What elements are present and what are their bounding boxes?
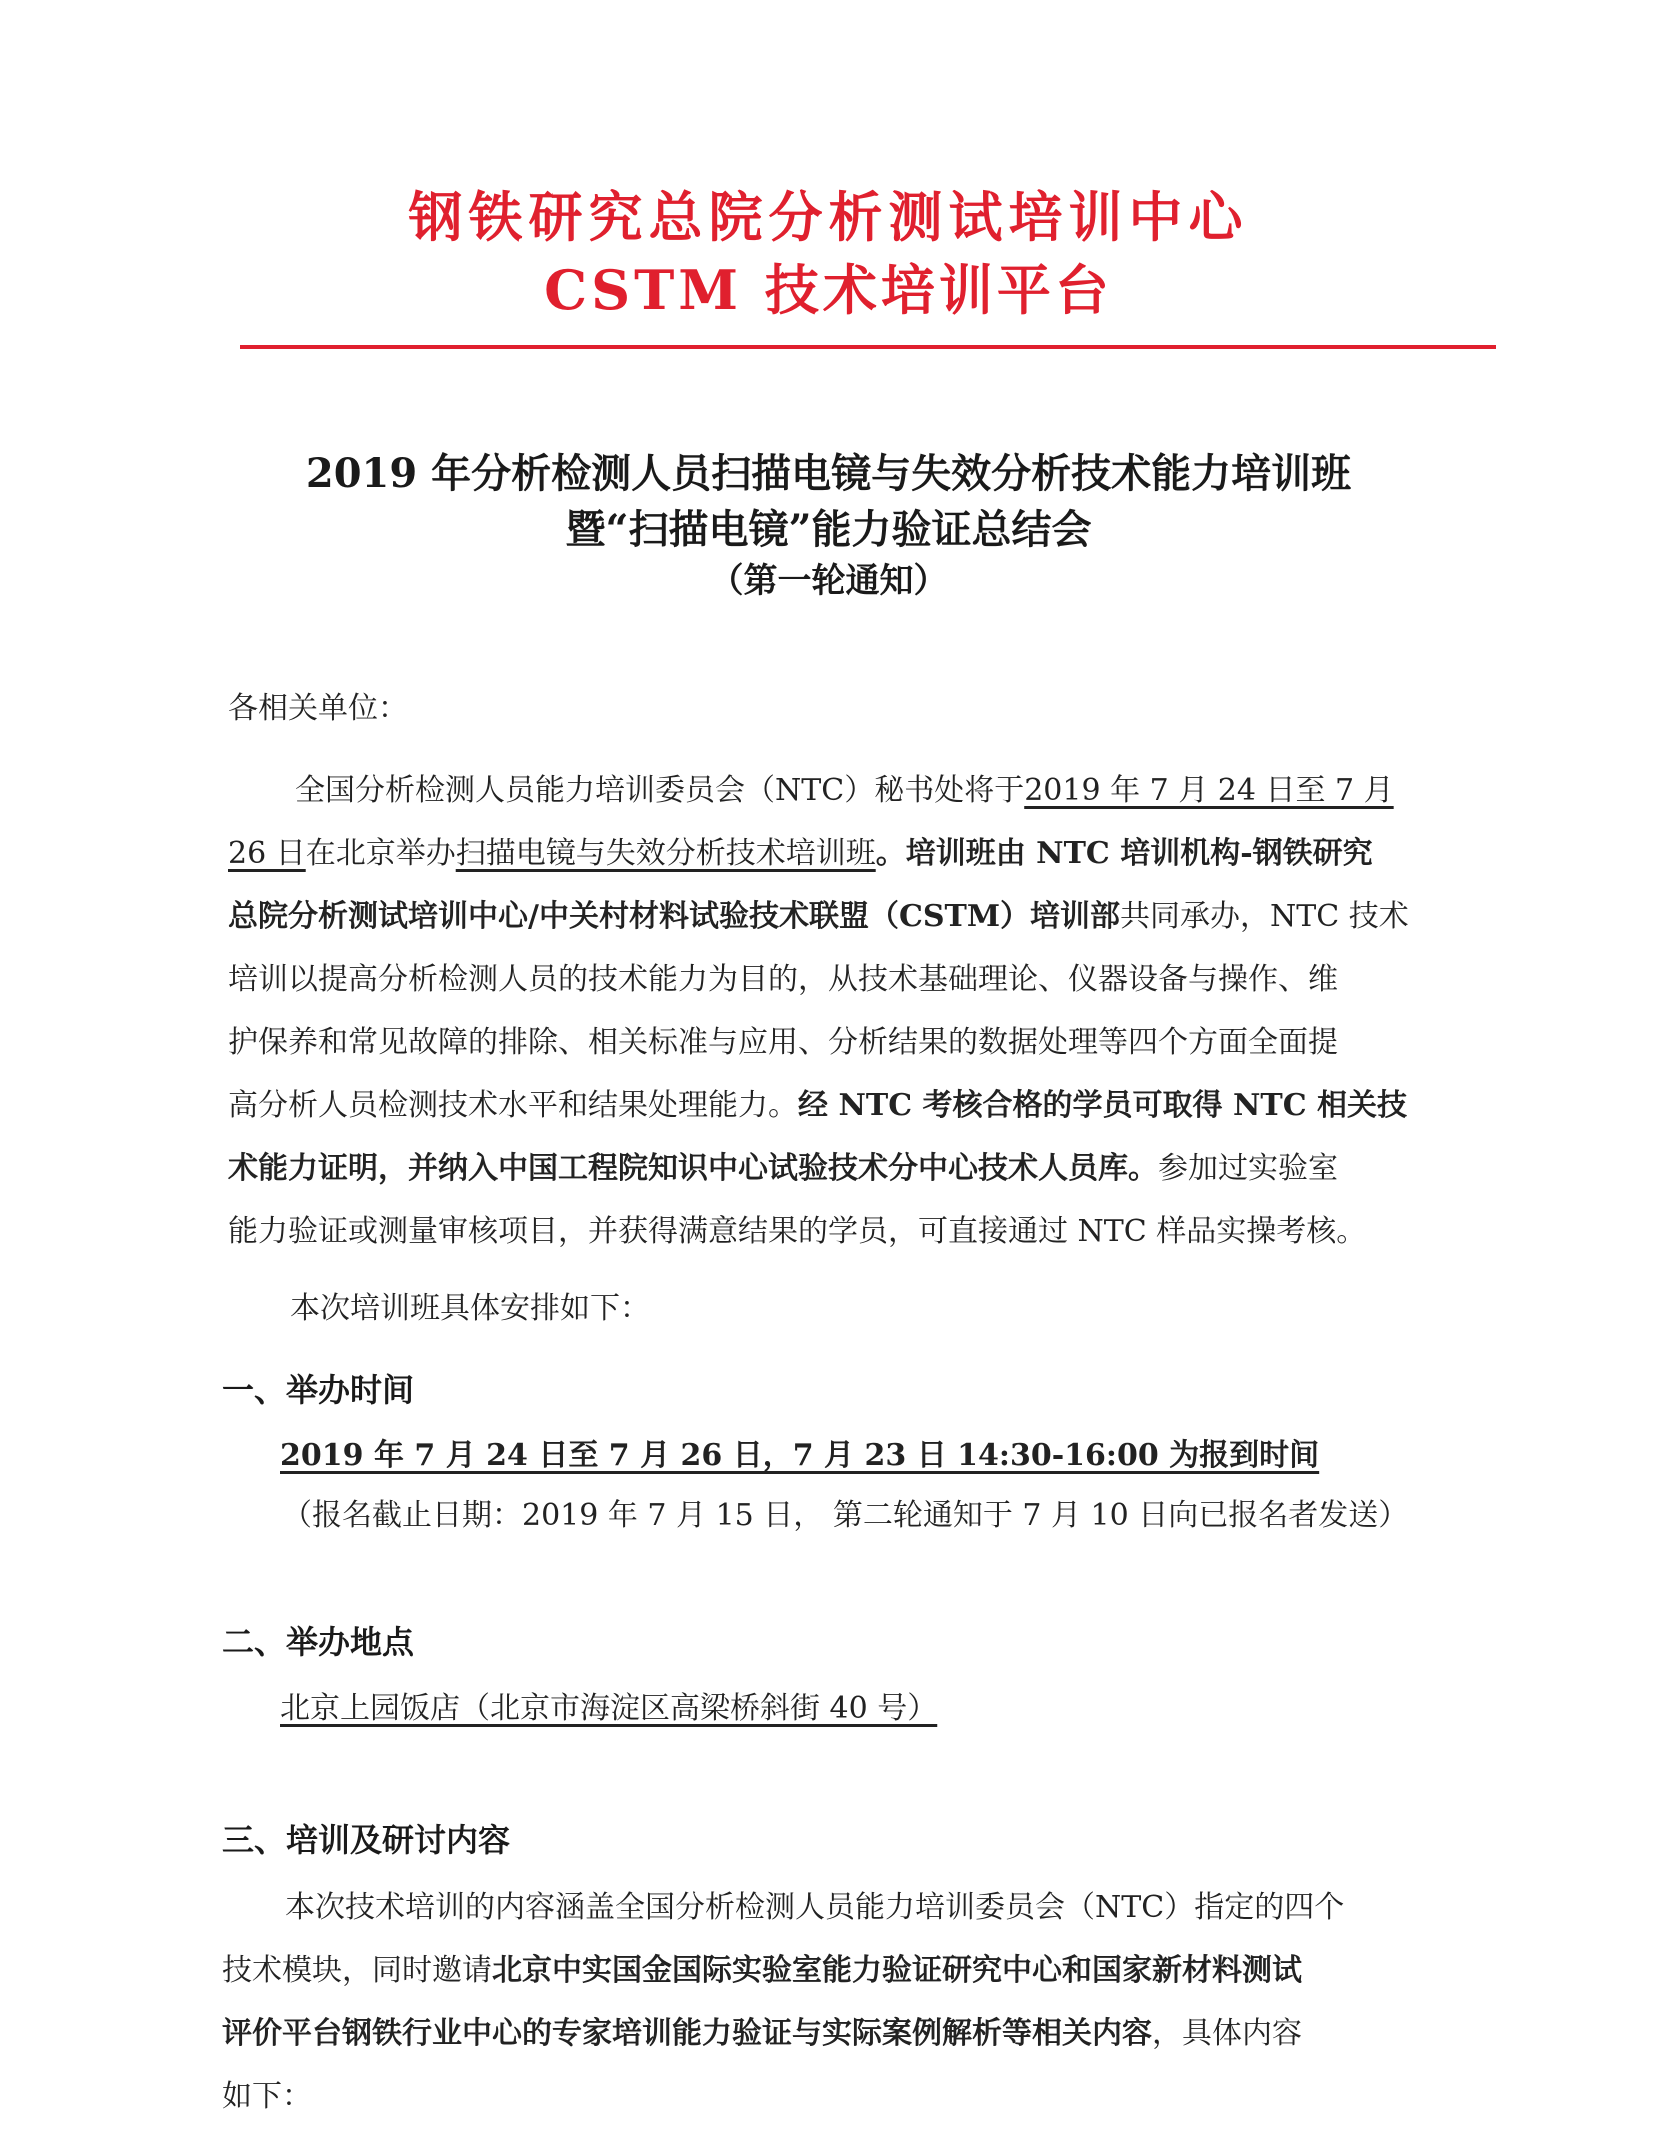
section-venue-heading: 二、举办地点 [222,1623,415,1661]
section-content-heading: 三、培训及研讨内容 [222,1821,511,1859]
registration-deadline: （报名截止日期：2019 年 7 月 15 日， 第二轮通知于 7 月 10 日向已报名者发送） [282,1498,1409,1533]
para1-text: 全国分析检测人员能力培训委员会（NTC）秘书处将于 [295,773,1025,808]
training-course-name: 扫描电镜与失效分析技术培训班 [455,836,876,871]
certificate-note: 经 NTC 考核合格的学员可取得 NTC 相关技 [798,1088,1408,1123]
letterhead-platform: CSTM 技术培训平台 [544,258,1113,322]
letterhead-org: 钢铁研究总院分析测试培训中心 [408,185,1249,249]
training-dates: 2019 年 7 月 24 日至 7 月 [1024,773,1394,808]
organizer-name: 总院分析测试培训中心/中关村材料试验技术联盟（CSTM）培训部 [228,899,1121,934]
notice-subtitle: 暨“扫描电镜”能力验证总结会 [565,506,1092,553]
salutation: 各相关单位： [228,691,408,726]
letterhead-divider [240,345,1496,349]
expert-organizations: 北京中实国金国际实验室能力验证研究中心和国家新材料测试 [492,1953,1302,1988]
notice-round: （第一轮通知） [709,561,948,601]
event-time: 2019 年 7 月 24 日至 7 月 26 日，7 月 23 日 14:30-16:00 为报到时间 [280,1438,1320,1473]
event-venue: 北京上园饭店（北京市海淀区高梁桥斜街 40 号） [280,1691,938,1726]
arrangement-intro: 本次培训班具体安排如下： [290,1291,650,1326]
training-end-date: 26 日 [228,836,306,871]
notice-title: 2019 年分析检测人员扫描电镜与失效分析技术能力培训班 [305,450,1352,497]
section-time-heading: 一、举办时间 [222,1371,415,1409]
